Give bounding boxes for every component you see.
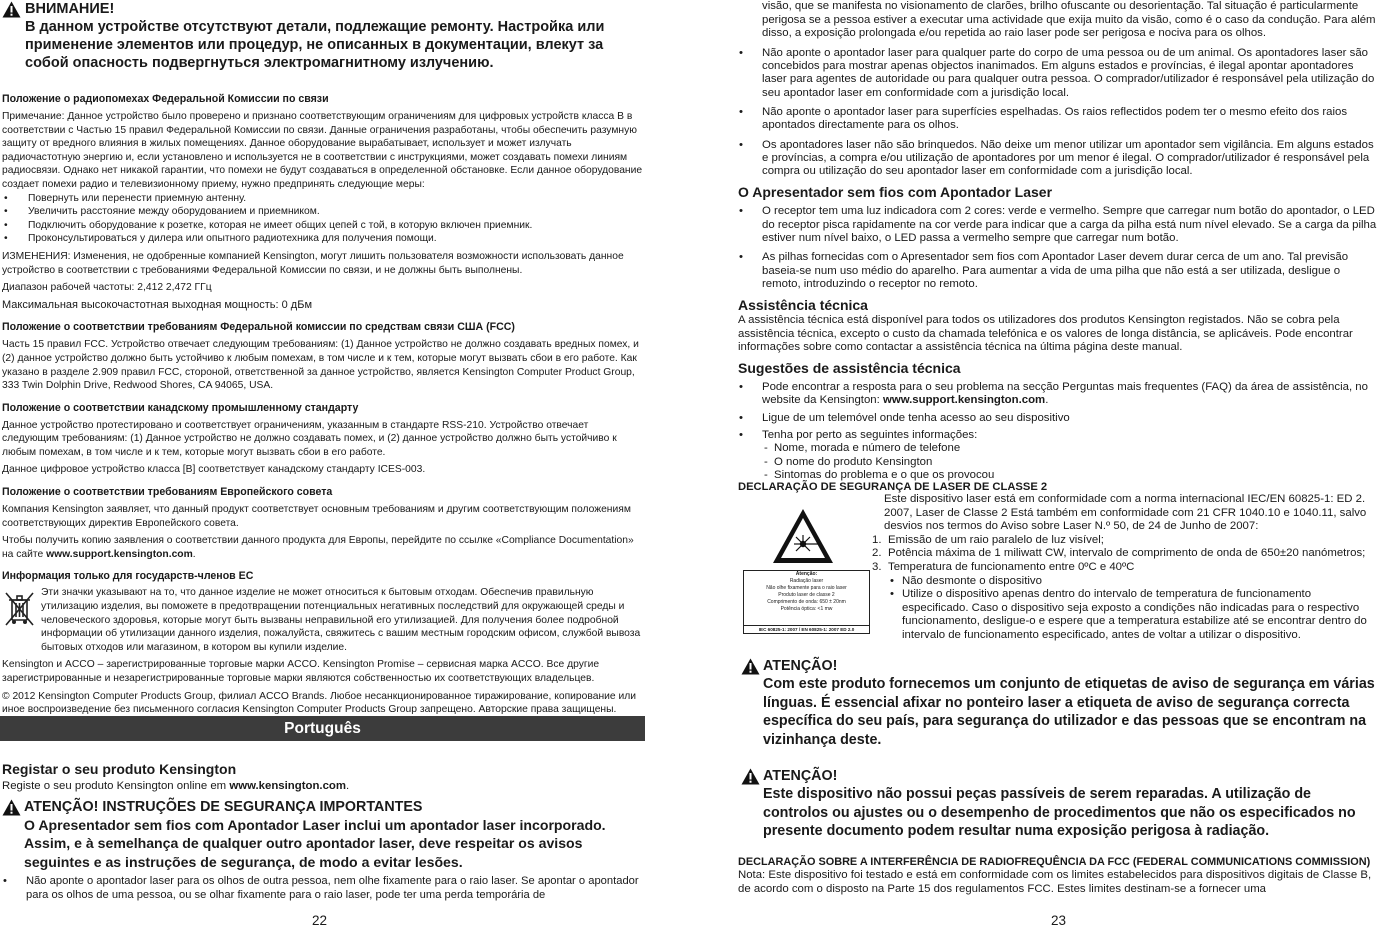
pt-warning-1-title: ATENÇÃO! — [763, 658, 838, 674]
ru-warning-text: В данном устройстве отсутствуют детали, подлежащие ремонту. Настройка или применение элементов или процедур, не описанных в документации, влекут за собой опасность подвергнуться электромагнитному излучению. — [25, 19, 605, 71]
list-item-text: Temperatura de funcionamento entre 0ºC e 40ºC — [888, 560, 1135, 573]
list-item: • Não aponte o apontador laser para os olhos de outra pessoa, nem olhe fixamente para o raio laser. Se apontar o apontador para os olhos de uma pessoa, ou se olhar fixamente para o raio laser, pode ter uma perda temporária de — [2, 875, 643, 902]
list-item — [870, 561, 1378, 643]
pt-laser-text: Este dispositivo laser está em conformidade com a norma internacional IEC/EN 60825-1: ED 2. 2007, Laser de Classe 2 Está também em conformidade com 21 CFR 1040.10 e 1040.11, salvo desvios nos termos do Aviso sobre Laser N.º 50, de 24 de Junho de 2007: — [884, 493, 1367, 533]
pt-bullet1-continued: visão, que se manifesta no visionamento de clarões, brilho ofuscante ou desorientação. Tal situação é particularmente perigosa se a pessoa estiver a executar uma actividade que exija muito da visão, como é o caso da condução. Para além disso, a exposição prolongada e/ou repetida ao raio laser pode ser perigosa e nociva para os olhos. — [762, 0, 1376, 40]
ru-frequency-label: Диапазон рабочей частоты: — [2, 282, 135, 294]
ru-canada-text-1: Данное устройство протестировано и соответствует ограничениям, указанным в стандарте RSS-210. Устройство отвечает следующим требованиям: (1) Данное устройство не должно создавать помех, и (2) данное устройство должно быть устойчиво к любым помехам, в том числе и к тем, которые могут вызвать сбои в его работе. — [2, 419, 617, 458]
list-item: • Повернуть или перенести приемную антенну. — [2, 192, 643, 206]
label-line-5: Comprimento de onda: 650 ± 20nm — [767, 599, 846, 605]
list-item — [738, 381, 1378, 408]
page-number-left: 22 — [312, 913, 328, 928]
pt-presenter-list — [738, 205, 1378, 291]
pt-fcc-heading: DECLARAÇÃO SOBRE A INTERFERÊNCIA DE RADIOFREQUÊNCIA DA FCC (FEDERAL COMMUNICATIONS COMMISSION) — [738, 856, 1371, 868]
laser-hazard-icon — [738, 506, 868, 568]
ru-fcc-radio-text: Примечание: Данное устройство было проверено и признано соответствующим ограничениям для цифровых устройств класса B в соответствии с Частью 15 правил Федеральной Комиссии по связи. Данные ограничения разработаны, чтобы обеспечить разумную защиту от вредного влияния в жилых помещениях. Данное оборудование вырабатывает, использует и может излучать радиочастотную энергию и, если установлено и используется не в соответствии с инструкциями, может создавать помехи линиям радиосвязи. Однако нет никакой гарантии, что помехи не будут создаваться в определенной обстановке. Если данное оборудование создает помехи радио и телевизионному приему, нужно предпринять следующие меры: — [2, 111, 643, 190]
label-line-4: Produto laser de classe 2 — [778, 592, 835, 598]
list-item: • Увеличить расстояние между оборудованием и приемником. — [2, 205, 643, 219]
pt-left-body — [2, 761, 643, 902]
pt-laser-sub-list — [888, 575, 1378, 643]
warning-icon — [741, 658, 760, 675]
list-item: • Não desmonte o dispositivo — [888, 575, 1378, 589]
ru-fcc-radio-heading: Положение о радиопомехах Федеральной Комиссии по связи — [2, 93, 329, 105]
pt-tips-bullet1-post: . — [1045, 394, 1049, 407]
pt-laser-body — [872, 493, 1378, 643]
ru-changes-text: ИЗМЕНЕНИЯ: Изменения, не одобренные компанией Kensington, могут лишить пользователя возможности использовать данное устройство в соответствии с требованиями Федеральной Комиссии по связи, и не должны быть выполнены. — [2, 250, 624, 276]
pt-laser-heading: DECLARAÇÃO DE SEGURANÇA DE LASER DE CLASSE 2 — [738, 481, 1048, 493]
ru-eu-info-text: Эти значки указывают на то, что данное изделие не может относиться к бытовым отходам. Обеспечив правильную утилизацию изделия, вы поможете в предотвращении потенциальных негативных последствий для окружающей среды и человеческого здоровья, которые могут быть вызваны неправильной его утилизацией. Для получения более подробной информации об утилизации данного изделия, пожалуйста, свяжитесь с вашим местным городским офисом, службой вывоза бытовых отходов или магазином, в котором вы купили изделие. — [41, 587, 641, 653]
ru-warning-title: ВНИМАНИЕ! — [25, 1, 115, 17]
ru-canada-heading: Положение о соответствии канадскому промышленному стандарту — [2, 401, 359, 414]
pt-assist-heading: Assistência técnica — [738, 297, 868, 314]
pt-fcc-text: Nota: Este dispositivo foi testado e está em conformidade com os limites estabelecidos para dispositivos digitais de Classe B, de acordo com o disposto na Parte 15 dos regulamentos FCC. Estes limites destinam-se a fornecer uma — [738, 869, 1372, 895]
ru-frequency-value: 2,412 2,472 ГГц — [137, 282, 212, 294]
ru-copyright: © 2012 Kensington Computer Products Group, филиал ACCO Brands. Любое несанкционированное тиражирование, копирование или иное воспроизведение без письменного согласия Kensington Computer Products Group запрещено. Авторские права защищены. — [2, 690, 636, 716]
list-item — [870, 547, 1378, 561]
list-item-text: Potência máxima de 1 miliwatt CW, intervalo de comprimento de onda de 650±20 nanómetros; — [888, 547, 1366, 560]
list-number: 2. — [872, 547, 882, 560]
ru-power-line: Максимальная высокочастотная выходная мощность: 0 дБм — [2, 298, 313, 311]
pt-safety-list-cont — [738, 47, 1378, 179]
pt-tips-list — [738, 381, 1378, 482]
ru-europe-text-2-post: . — [192, 548, 196, 560]
pt-register-heading: Registar o seu produto Kensington — [2, 761, 237, 777]
list-number: 3. — [872, 560, 882, 573]
list-item: • Проконсультироваться у дилера или опытного радиотехника для получения помощи. — [2, 232, 643, 246]
ru-body — [2, 84, 643, 730]
pt-safety-text: O Apresentador sem fios com Apontador Laser inclui um apontador laser incorporado. Assim, e à semelhança de qualquer outro apontador laser, deve respeitar os avisos seguintes e as instruções de segurança, de modo a evitar lesões. — [24, 816, 606, 870]
pt-register-pre: Registe o seu produto Kensington online em — [2, 780, 227, 792]
warning-icon — [2, 799, 21, 816]
pt-right-top — [738, 0, 1378, 482]
pt-warning-2 — [741, 767, 1378, 841]
pt-warning-1 — [741, 657, 1378, 749]
pt-tips-support-link[interactable]: www.support.kensington.com — [882, 394, 1046, 407]
ru-support-link[interactable]: www.support.kensington.com — [46, 548, 193, 560]
pt-warning-2-text: Este dispositivo não possui peças passíveis de serem reparadas. A utilização de controlos ou ajustes ou o desempenho de procedimentos que não os especificados no presente documento podem resultar numa exposição perigosa à radiação. — [763, 786, 1356, 840]
list-item: • Não aponte o apontador laser para superfícies espelhadas. Os raios reflectidos podem ter o mesmo efeito dos raios apontados directamente para os olhos. — [738, 106, 1378, 133]
ru-eu-info-heading: Информация только для государств-членов ЕС — [2, 570, 254, 583]
label-line-3: Não olhe fixamente para o raio laser — [766, 585, 847, 591]
pt-tips-bullet1-pre: Pode encontrar a resposta para o seu problema na secção Perguntas mais frequentes (FAQ) da área de assistência, no website da Kensington: — [762, 381, 1368, 407]
page-number-right: 23 — [1051, 913, 1067, 928]
pt-register-link[interactable]: www.kensington.com — [229, 780, 347, 792]
pt-warning-1-text: Com este produto fornecemos um conjunto de etiquetas de aviso de segurança em várias línguas. É essencial afixar no ponteiro laser a etiqueta de aviso de segurança correcta específica do seu país, para segurança do utilizador e das pessoas que se encontram na vizinhança deste. — [763, 676, 1375, 748]
ru-europe-text-2 — [2, 534, 643, 561]
pt-presenter-heading: O Apresentador sem fios com Apontador Laser — [738, 184, 1053, 201]
pt-safety-title: ATENÇÃO! INSTRUÇÕES DE SEGURANÇA IMPORTANTES — [24, 798, 423, 815]
label-footer: IEC 60825-1: 2007 / EN 60825-1: 2007 ED 2.0 — [744, 625, 869, 633]
list-item: - O nome do produto Kensington — [762, 456, 1378, 469]
list-item-text: Emissão de um raio paralelo de luz visível; — [888, 533, 1104, 546]
label-line-6: Potência óptica: <1 mw — [780, 606, 833, 612]
pt-fcc-block — [738, 855, 1378, 896]
pt-safety-warning — [2, 798, 643, 872]
ru-fcc-compliance-text: Часть 15 правил FCC. Устройство отвечает следующим требованиям: (1) Данное устройство не должно создавать вредных помех, и (2) данное устройство должно быть устойчиво к любым помехам, в том числе и к тем, которые могут вызвать сбои в его работе. Как указано в разделе 2.909 правил FCC, стороной, ответственной за данное устройство, является Kensington Computer Product Group, 333 Twin Dolphin Drive, Redwood Shores, CA 94065, USA. — [2, 339, 639, 392]
ru-measures-list — [2, 192, 643, 246]
list-item: • O receptor tem uma luz indicadora com 2 cores: verde e vermelho. Sempre que carregar num botão do apontador, o LED do receptor pisca rapidamente na cor verde para indicar que a carga da pilha está num nível elevado. Se a carga da pilha estiver num nível baixo, o LED passa a vermelho sempre que carregar num botão. — [738, 205, 1378, 245]
ru-frequency-line — [2, 281, 643, 295]
list-item: • Подключить оборудование к розетке, которая не имеет общих цепей с той, в которую включен приемник. — [2, 219, 643, 233]
list-item — [870, 534, 1378, 548]
ru-europe-text-2-pre: Чтобы получить копию заявления о соответствии данного продукта для Европы, перейдите по ссылке «Compliance Documentation» на сайте — [2, 535, 634, 560]
list-item: • As pilhas fornecidas com o Apresentador sem fios com Apontador Laser devem durar cerca de um ano. Tal previsão baseia-se num uso médio do aparelho. Para aumentar a vida de uma pilha que não está a ser utilizada, desligue o remoto, introduzindo o receptor no remoto. — [738, 251, 1378, 291]
list-item: • Os apontadores laser não são brinquedos. Não deixe um menor utilizar um apontador sem vigilância. Em alguns estados e províncias, a compra e/ou utilização de apontadores por um menor é ilegal. O comprador/utilizador é responsável pela compra ou utilização do seu apontador laser em conformidade com a jurisdição local. — [738, 139, 1378, 179]
ru-canada-text-2: Данное цифровое устройство класса [B] соответствует канадскому стандарту ICES-003. — [2, 464, 426, 476]
warning-icon — [2, 1, 21, 18]
pt-safety-list — [2, 875, 643, 902]
label-line-1: Atenção: — [795, 571, 818, 577]
ru-europe-text-1: Компания Kensington заявляет, что данный продукт соответствует основным требованиям и другим соответствующим положениям соответствующих директив Европейского совета. — [2, 504, 631, 529]
laser-warning-label — [738, 506, 868, 644]
list-item: - Nome, morada e número de telefone — [762, 442, 1378, 455]
list-item: - Sintomas do problema e o que os provocou — [762, 469, 1378, 482]
pt-tips-heading: Sugestões de assistência técnica — [738, 360, 961, 377]
language-section-bar: Português — [0, 716, 645, 741]
list-item: • Utilize o dispositivo apenas dentro do intervalo de temperatura de funcionamento especificado. Caso o dispositivo seja exposto a condições não indicadas para o respectivo funcionamento, desligue-o e espere que a temperatura estabilize até se encontrar dentro do intervalo de funcionamento especificado, antes de voltar a utilizar o dispositivo. — [888, 588, 1378, 642]
pt-laser-numbered-list — [870, 534, 1378, 643]
pt-assist-text: A assistência técnica está disponível para todos os utilizadores dos produtos Kensington registados. Não se cobra pela assistência técnica, excepto o custo da chamada telefónica e os valores de longa distância, se aplicáveis. Pode encontrar informações sobre como contactar a assistência técnica na última página deste manual. — [738, 314, 1353, 354]
ru-warning — [2, 0, 644, 72]
list-item — [738, 429, 1378, 482]
ru-fcc-compliance-heading: Положение о соответствии требованиям Федеральной комиссии по средствам связи США (FCC) — [2, 321, 515, 334]
warning-icon — [741, 768, 760, 785]
ru-trademarks: Kensington и ACCO – зарегистрированные торговые марки ACCO. Kensington Promise – сервисная марка ACCO. Все другие зарегистрированные и незарегистрированные торговые марки являются собственностью их соответствующих владельцев. — [2, 659, 600, 684]
pt-warning-2-title: ATENÇÃO! — [763, 768, 838, 784]
list-number: 1. — [872, 533, 882, 546]
ru-eu-info-block — [2, 586, 643, 654]
laser-label-text-box — [743, 570, 870, 634]
pt-register-post: . — [346, 780, 350, 792]
label-line-2: Radiação laser — [789, 578, 824, 584]
ru-europe-heading: Положение о соответствии требованиям Европейского совета — [2, 486, 333, 499]
weee-bin-icon — [2, 590, 38, 630]
list-item: • Ligue de um telemóvel onde tenha acesso ao seu dispositivo — [738, 412, 1378, 425]
pt-tips-bullet3: Tenha por perto as seguintes informações: — [762, 428, 978, 441]
list-item: • Não aponte o apontador laser para qualquer parte do corpo de uma pessoa ou de um animal. Os apontadores laser são concebidos para mostrar apenas objectos inanimados. Em alguns estados e províncias, é ilegal apontar apontadores laser para agentes de autoridade ou para qualquer outra pessoa. O comprador/utilizador é responsável pela utilização do seu apontador laser em conformidade com a jurisdição local. — [738, 47, 1378, 100]
pt-register-text — [2, 780, 643, 794]
pt-tips-dash-list — [762, 442, 1378, 482]
